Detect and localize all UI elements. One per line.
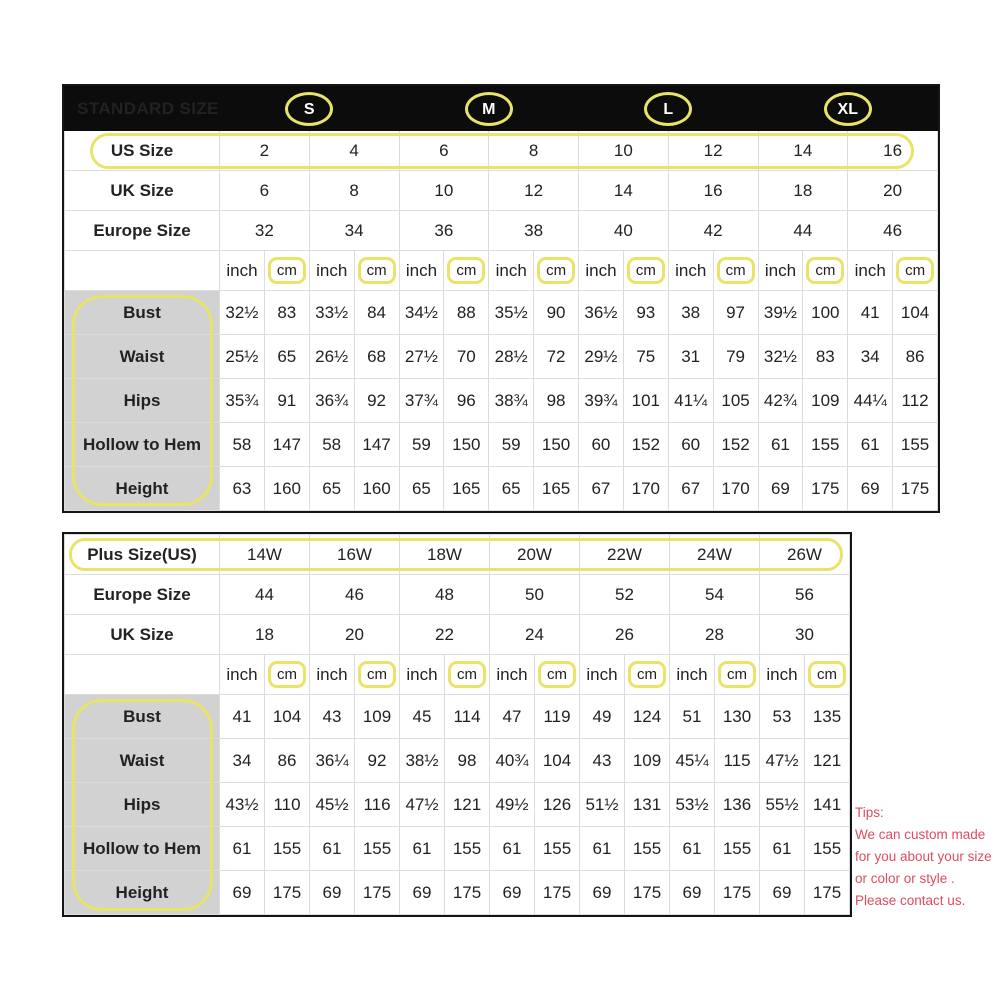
measure-value: 160 xyxy=(264,467,309,511)
measure-value: 109 xyxy=(625,739,670,783)
size-value: 18 xyxy=(220,615,310,655)
size-value: 18 xyxy=(758,171,848,211)
measure-value: 61 xyxy=(400,827,445,871)
measure-value: 34½ xyxy=(399,291,444,335)
measure-value: 41¼ xyxy=(668,379,713,423)
size-value: 6 xyxy=(220,171,310,211)
measure-value: 175 xyxy=(445,871,490,915)
unit-inch: inch xyxy=(490,655,535,695)
measure-value: 116 xyxy=(355,783,400,827)
size-value: 48 xyxy=(400,575,490,615)
measure-value: 155 xyxy=(535,827,580,871)
size-value: 20 xyxy=(848,171,938,211)
measure-value: 61 xyxy=(848,423,893,467)
measure-value: 97 xyxy=(713,291,758,335)
measure-value: 175 xyxy=(715,871,760,915)
row-label: Hollow to Hem xyxy=(65,827,220,871)
measure-value: 43½ xyxy=(220,783,265,827)
measure-value: 165 xyxy=(534,467,579,511)
measure-value: 58 xyxy=(220,423,265,467)
measure-value: 119 xyxy=(535,695,580,739)
measure-value: 31 xyxy=(668,335,713,379)
measure-value: 170 xyxy=(623,467,668,511)
measure-value: 101 xyxy=(623,379,668,423)
table-row xyxy=(65,783,850,827)
measure-value: 114 xyxy=(445,695,490,739)
unit-cm xyxy=(265,655,310,695)
size-value: 22W xyxy=(580,535,670,575)
table-row xyxy=(65,535,850,575)
measure-value: 59 xyxy=(489,423,534,467)
table-row xyxy=(65,827,850,871)
measure-value: 98 xyxy=(534,379,579,423)
measure-value: 68 xyxy=(354,335,399,379)
measure-value: 175 xyxy=(355,871,400,915)
highlight-cm: cm xyxy=(896,257,934,284)
measure-value: 65 xyxy=(489,467,534,511)
measure-value: 115 xyxy=(715,739,760,783)
unit-cm xyxy=(713,251,758,291)
size-value: 20 xyxy=(310,615,400,655)
unit-cm xyxy=(444,251,489,291)
size-value: 20W xyxy=(490,535,580,575)
measure-value: 69 xyxy=(760,871,805,915)
empty-cell xyxy=(65,655,220,695)
size-value: 56 xyxy=(760,575,850,615)
measure-value: 26½ xyxy=(309,335,354,379)
highlight-cm: cm xyxy=(358,661,396,688)
measure-value: 36¾ xyxy=(309,379,354,423)
size-value: 4 xyxy=(309,131,399,171)
unit-inch: inch xyxy=(309,251,354,291)
measure-value: 47 xyxy=(490,695,535,739)
measure-value: 155 xyxy=(805,827,850,871)
measure-value: 104 xyxy=(535,739,580,783)
measure-value: 90 xyxy=(534,291,579,335)
table-row xyxy=(65,131,938,171)
size-value: 50 xyxy=(490,575,580,615)
table-row xyxy=(65,211,938,251)
row-label: Waist xyxy=(65,739,220,783)
measure-value: 86 xyxy=(893,335,938,379)
tips-line: We can custom made xyxy=(855,827,986,842)
tips-line: Please contact us. xyxy=(855,893,966,908)
size-value: 52 xyxy=(580,575,670,615)
size-value: 42 xyxy=(668,211,758,251)
measure-value: 28½ xyxy=(489,335,534,379)
measure-value: 69 xyxy=(220,871,265,915)
measure-value: 93 xyxy=(623,291,668,335)
size-value: 16 xyxy=(848,131,938,171)
size-value: 26 xyxy=(580,615,670,655)
size-group-s xyxy=(220,87,400,131)
tips-line: for you about your size xyxy=(855,849,992,864)
highlight-cm: cm xyxy=(808,661,846,688)
row-label: Europe Size xyxy=(65,575,220,615)
measure-value: 155 xyxy=(445,827,490,871)
table-row xyxy=(65,467,938,511)
size-group-l xyxy=(579,87,759,131)
measure-value: 34 xyxy=(848,335,893,379)
measure-value: 69 xyxy=(758,467,803,511)
unit-inch: inch xyxy=(848,251,893,291)
highlight-cm: cm xyxy=(806,257,844,284)
measure-value: 112 xyxy=(893,379,938,423)
measure-value: 104 xyxy=(265,695,310,739)
unit-inch: inch xyxy=(489,251,534,291)
highlight-cm: cm xyxy=(268,257,306,284)
size-value: 24W xyxy=(670,535,760,575)
unit-inch: inch xyxy=(220,251,265,291)
measure-value: 67 xyxy=(579,467,624,511)
measure-value: 110 xyxy=(265,783,310,827)
measure-value: 38¾ xyxy=(489,379,534,423)
measure-value: 155 xyxy=(265,827,310,871)
measure-value: 47½ xyxy=(400,783,445,827)
unit-cm xyxy=(264,251,309,291)
measure-value: 84 xyxy=(354,291,399,335)
size-value: 28 xyxy=(670,615,760,655)
highlight-cm: cm xyxy=(627,257,665,284)
measure-value: 53½ xyxy=(670,783,715,827)
size-value: 14 xyxy=(579,171,669,211)
row-label: UK Size xyxy=(65,615,220,655)
table-row xyxy=(65,739,850,783)
unit-inch: inch xyxy=(580,655,625,695)
unit-row xyxy=(65,655,850,695)
measure-value: 72 xyxy=(534,335,579,379)
measure-value: 65 xyxy=(309,467,354,511)
measure-value: 100 xyxy=(803,291,848,335)
measure-value: 35½ xyxy=(489,291,534,335)
measure-value: 69 xyxy=(400,871,445,915)
size-value: 46 xyxy=(310,575,400,615)
row-label: Hips xyxy=(65,379,220,423)
size-value: 10 xyxy=(399,171,489,211)
measure-value: 130 xyxy=(715,695,760,739)
table-row xyxy=(65,291,938,335)
measure-value: 65 xyxy=(264,335,309,379)
table-title: STANDARD SIZE xyxy=(65,87,220,131)
size-value: 30 xyxy=(760,615,850,655)
row-label: Height xyxy=(65,467,220,511)
measure-value: 49 xyxy=(580,695,625,739)
highlight-cm: cm xyxy=(268,661,306,688)
measure-value: 69 xyxy=(848,467,893,511)
measure-value: 25½ xyxy=(220,335,265,379)
measure-value: 126 xyxy=(535,783,580,827)
size-value: 16 xyxy=(668,171,758,211)
standard-size-grid xyxy=(64,86,938,511)
standard-size-table xyxy=(62,84,940,513)
measure-value: 61 xyxy=(670,827,715,871)
measure-value: 175 xyxy=(625,871,670,915)
measure-value: 98 xyxy=(445,739,490,783)
measure-value: 155 xyxy=(715,827,760,871)
size-value: 38 xyxy=(489,211,579,251)
size-value: 46 xyxy=(848,211,938,251)
measure-value: 45½ xyxy=(310,783,355,827)
measure-value: 60 xyxy=(668,423,713,467)
measure-value: 88 xyxy=(444,291,489,335)
measure-value: 175 xyxy=(803,467,848,511)
measure-value: 152 xyxy=(623,423,668,467)
measure-value: 75 xyxy=(623,335,668,379)
measure-value: 32½ xyxy=(758,335,803,379)
row-label: Hips xyxy=(65,783,220,827)
unit-cm xyxy=(803,251,848,291)
measure-value: 155 xyxy=(355,827,400,871)
measure-value: 36¼ xyxy=(310,739,355,783)
measure-value: 51½ xyxy=(580,783,625,827)
size-circle-icon: S xyxy=(285,92,333,126)
measure-value: 155 xyxy=(625,827,670,871)
table-row xyxy=(65,171,938,211)
measure-value: 155 xyxy=(893,423,938,467)
measure-value: 135 xyxy=(805,695,850,739)
size-value: 14 xyxy=(758,131,848,171)
unit-inch: inch xyxy=(400,655,445,695)
tips-note xyxy=(855,802,1000,912)
size-value: 14W xyxy=(220,535,310,575)
size-value: 54 xyxy=(670,575,760,615)
size-value: 32 xyxy=(220,211,310,251)
size-value: 12 xyxy=(668,131,758,171)
measure-value: 92 xyxy=(355,739,400,783)
measure-value: 147 xyxy=(354,423,399,467)
measure-value: 91 xyxy=(264,379,309,423)
unit-cm xyxy=(715,655,760,695)
table-row xyxy=(65,335,938,379)
measure-value: 175 xyxy=(805,871,850,915)
measure-value: 150 xyxy=(444,423,489,467)
size-value: 44 xyxy=(758,211,848,251)
size-circle-icon: L xyxy=(644,92,692,126)
unit-inch: inch xyxy=(310,655,355,695)
measure-value: 51 xyxy=(670,695,715,739)
table-row xyxy=(65,423,938,467)
measure-value: 147 xyxy=(264,423,309,467)
measure-value: 44¼ xyxy=(848,379,893,423)
measure-value: 69 xyxy=(310,871,355,915)
measure-value: 32½ xyxy=(220,291,265,335)
empty-cell xyxy=(65,251,220,291)
unit-cm xyxy=(354,251,399,291)
measure-value: 39¾ xyxy=(579,379,624,423)
measure-value: 40¾ xyxy=(490,739,535,783)
measure-value: 42¾ xyxy=(758,379,803,423)
measure-value: 35¾ xyxy=(220,379,265,423)
table-header-row xyxy=(65,87,938,131)
unit-cm xyxy=(445,655,490,695)
measure-value: 121 xyxy=(805,739,850,783)
measure-value: 92 xyxy=(354,379,399,423)
unit-cm xyxy=(535,655,580,695)
measure-value: 45¼ xyxy=(670,739,715,783)
measure-value: 43 xyxy=(580,739,625,783)
measure-value: 61 xyxy=(758,423,803,467)
row-label: US Size xyxy=(65,131,220,171)
size-value: 8 xyxy=(309,171,399,211)
measure-value: 59 xyxy=(399,423,444,467)
measure-value: 60 xyxy=(579,423,624,467)
measure-value: 141 xyxy=(805,783,850,827)
unit-cm xyxy=(805,655,850,695)
size-value: 24 xyxy=(490,615,580,655)
tips-line: or color or style . xyxy=(855,871,955,886)
measure-value: 49½ xyxy=(490,783,535,827)
unit-row xyxy=(65,251,938,291)
measure-value: 43 xyxy=(310,695,355,739)
measure-value: 83 xyxy=(264,291,309,335)
unit-cm xyxy=(893,251,938,291)
row-label: UK Size xyxy=(65,171,220,211)
size-value: 34 xyxy=(309,211,399,251)
measure-value: 38½ xyxy=(400,739,445,783)
measure-value: 67 xyxy=(668,467,713,511)
measure-value: 53 xyxy=(760,695,805,739)
measure-value: 34 xyxy=(220,739,265,783)
row-label: Bust xyxy=(65,291,220,335)
tips-title: Tips: xyxy=(855,805,884,820)
unit-inch: inch xyxy=(758,251,803,291)
measure-value: 109 xyxy=(803,379,848,423)
measure-value: 150 xyxy=(534,423,579,467)
measure-value: 29½ xyxy=(579,335,624,379)
size-value: 10 xyxy=(579,131,669,171)
measure-value: 33½ xyxy=(309,291,354,335)
row-label: Bust xyxy=(65,695,220,739)
unit-cm xyxy=(623,251,668,291)
measure-value: 109 xyxy=(355,695,400,739)
size-value: 6 xyxy=(399,131,489,171)
measure-value: 37¾ xyxy=(399,379,444,423)
row-label: Height xyxy=(65,871,220,915)
highlight-cm: cm xyxy=(538,661,576,688)
measure-value: 61 xyxy=(580,827,625,871)
measure-value: 39½ xyxy=(758,291,803,335)
measure-value: 61 xyxy=(760,827,805,871)
measure-value: 170 xyxy=(713,467,758,511)
highlight-cm: cm xyxy=(358,257,396,284)
measure-value: 79 xyxy=(713,335,758,379)
row-label: Europe Size xyxy=(65,211,220,251)
measure-value: 131 xyxy=(625,783,670,827)
measure-value: 105 xyxy=(713,379,758,423)
highlight-cm: cm xyxy=(447,257,485,284)
size-circle-icon: XL xyxy=(824,92,872,126)
measure-value: 69 xyxy=(490,871,535,915)
size-value: 40 xyxy=(579,211,669,251)
measure-value: 58 xyxy=(309,423,354,467)
row-label: Hollow to Hem xyxy=(65,423,220,467)
measure-value: 175 xyxy=(265,871,310,915)
unit-inch: inch xyxy=(668,251,713,291)
highlight-cm: cm xyxy=(537,257,575,284)
unit-inch: inch xyxy=(220,655,265,695)
measure-value: 61 xyxy=(490,827,535,871)
size-value: 8 xyxy=(489,131,579,171)
measure-value: 86 xyxy=(265,739,310,783)
size-value: 26W xyxy=(760,535,850,575)
measure-value: 47½ xyxy=(760,739,805,783)
measure-value: 38 xyxy=(668,291,713,335)
measure-value: 36½ xyxy=(579,291,624,335)
size-value: 16W xyxy=(310,535,400,575)
unit-inch: inch xyxy=(760,655,805,695)
unit-inch: inch xyxy=(670,655,715,695)
measure-value: 70 xyxy=(444,335,489,379)
size-value: 22 xyxy=(400,615,490,655)
measure-value: 96 xyxy=(444,379,489,423)
measure-value: 104 xyxy=(893,291,938,335)
measure-value: 160 xyxy=(354,467,399,511)
measure-value: 121 xyxy=(445,783,490,827)
measure-value: 165 xyxy=(444,467,489,511)
plus-size-table xyxy=(62,532,852,917)
measure-value: 55½ xyxy=(760,783,805,827)
size-value: 2 xyxy=(220,131,310,171)
table-row xyxy=(65,379,938,423)
measure-value: 27½ xyxy=(399,335,444,379)
measure-value: 124 xyxy=(625,695,670,739)
highlight-cm: cm xyxy=(718,661,756,688)
size-group-xl xyxy=(758,87,938,131)
table-row xyxy=(65,615,850,655)
measure-value: 175 xyxy=(535,871,580,915)
table-row xyxy=(65,575,850,615)
unit-cm xyxy=(625,655,670,695)
measure-value: 63 xyxy=(220,467,265,511)
unit-cm xyxy=(355,655,400,695)
highlight-cm: cm xyxy=(717,257,755,284)
measure-value: 155 xyxy=(803,423,848,467)
unit-inch: inch xyxy=(399,251,444,291)
unit-inch: inch xyxy=(579,251,624,291)
size-value: 12 xyxy=(489,171,579,211)
highlight-cm: cm xyxy=(628,661,666,688)
measure-value: 41 xyxy=(848,291,893,335)
size-value: 44 xyxy=(220,575,310,615)
measure-value: 152 xyxy=(713,423,758,467)
table-row xyxy=(65,871,850,915)
measure-value: 136 xyxy=(715,783,760,827)
measure-value: 65 xyxy=(399,467,444,511)
measure-value: 61 xyxy=(220,827,265,871)
measure-value: 175 xyxy=(893,467,938,511)
row-label: Waist xyxy=(65,335,220,379)
measure-value: 61 xyxy=(310,827,355,871)
measure-value: 45 xyxy=(400,695,445,739)
measure-value: 69 xyxy=(580,871,625,915)
table-row xyxy=(65,695,850,739)
size-group-m xyxy=(399,87,579,131)
size-circle-icon: M xyxy=(465,92,513,126)
unit-cm xyxy=(534,251,579,291)
size-value: 36 xyxy=(399,211,489,251)
measure-value: 69 xyxy=(670,871,715,915)
plus-size-grid xyxy=(64,534,850,915)
highlight-cm: cm xyxy=(448,661,486,688)
measure-value: 83 xyxy=(803,335,848,379)
size-value: 18W xyxy=(400,535,490,575)
row-label: Plus Size(US) xyxy=(65,535,220,575)
measure-value: 41 xyxy=(220,695,265,739)
